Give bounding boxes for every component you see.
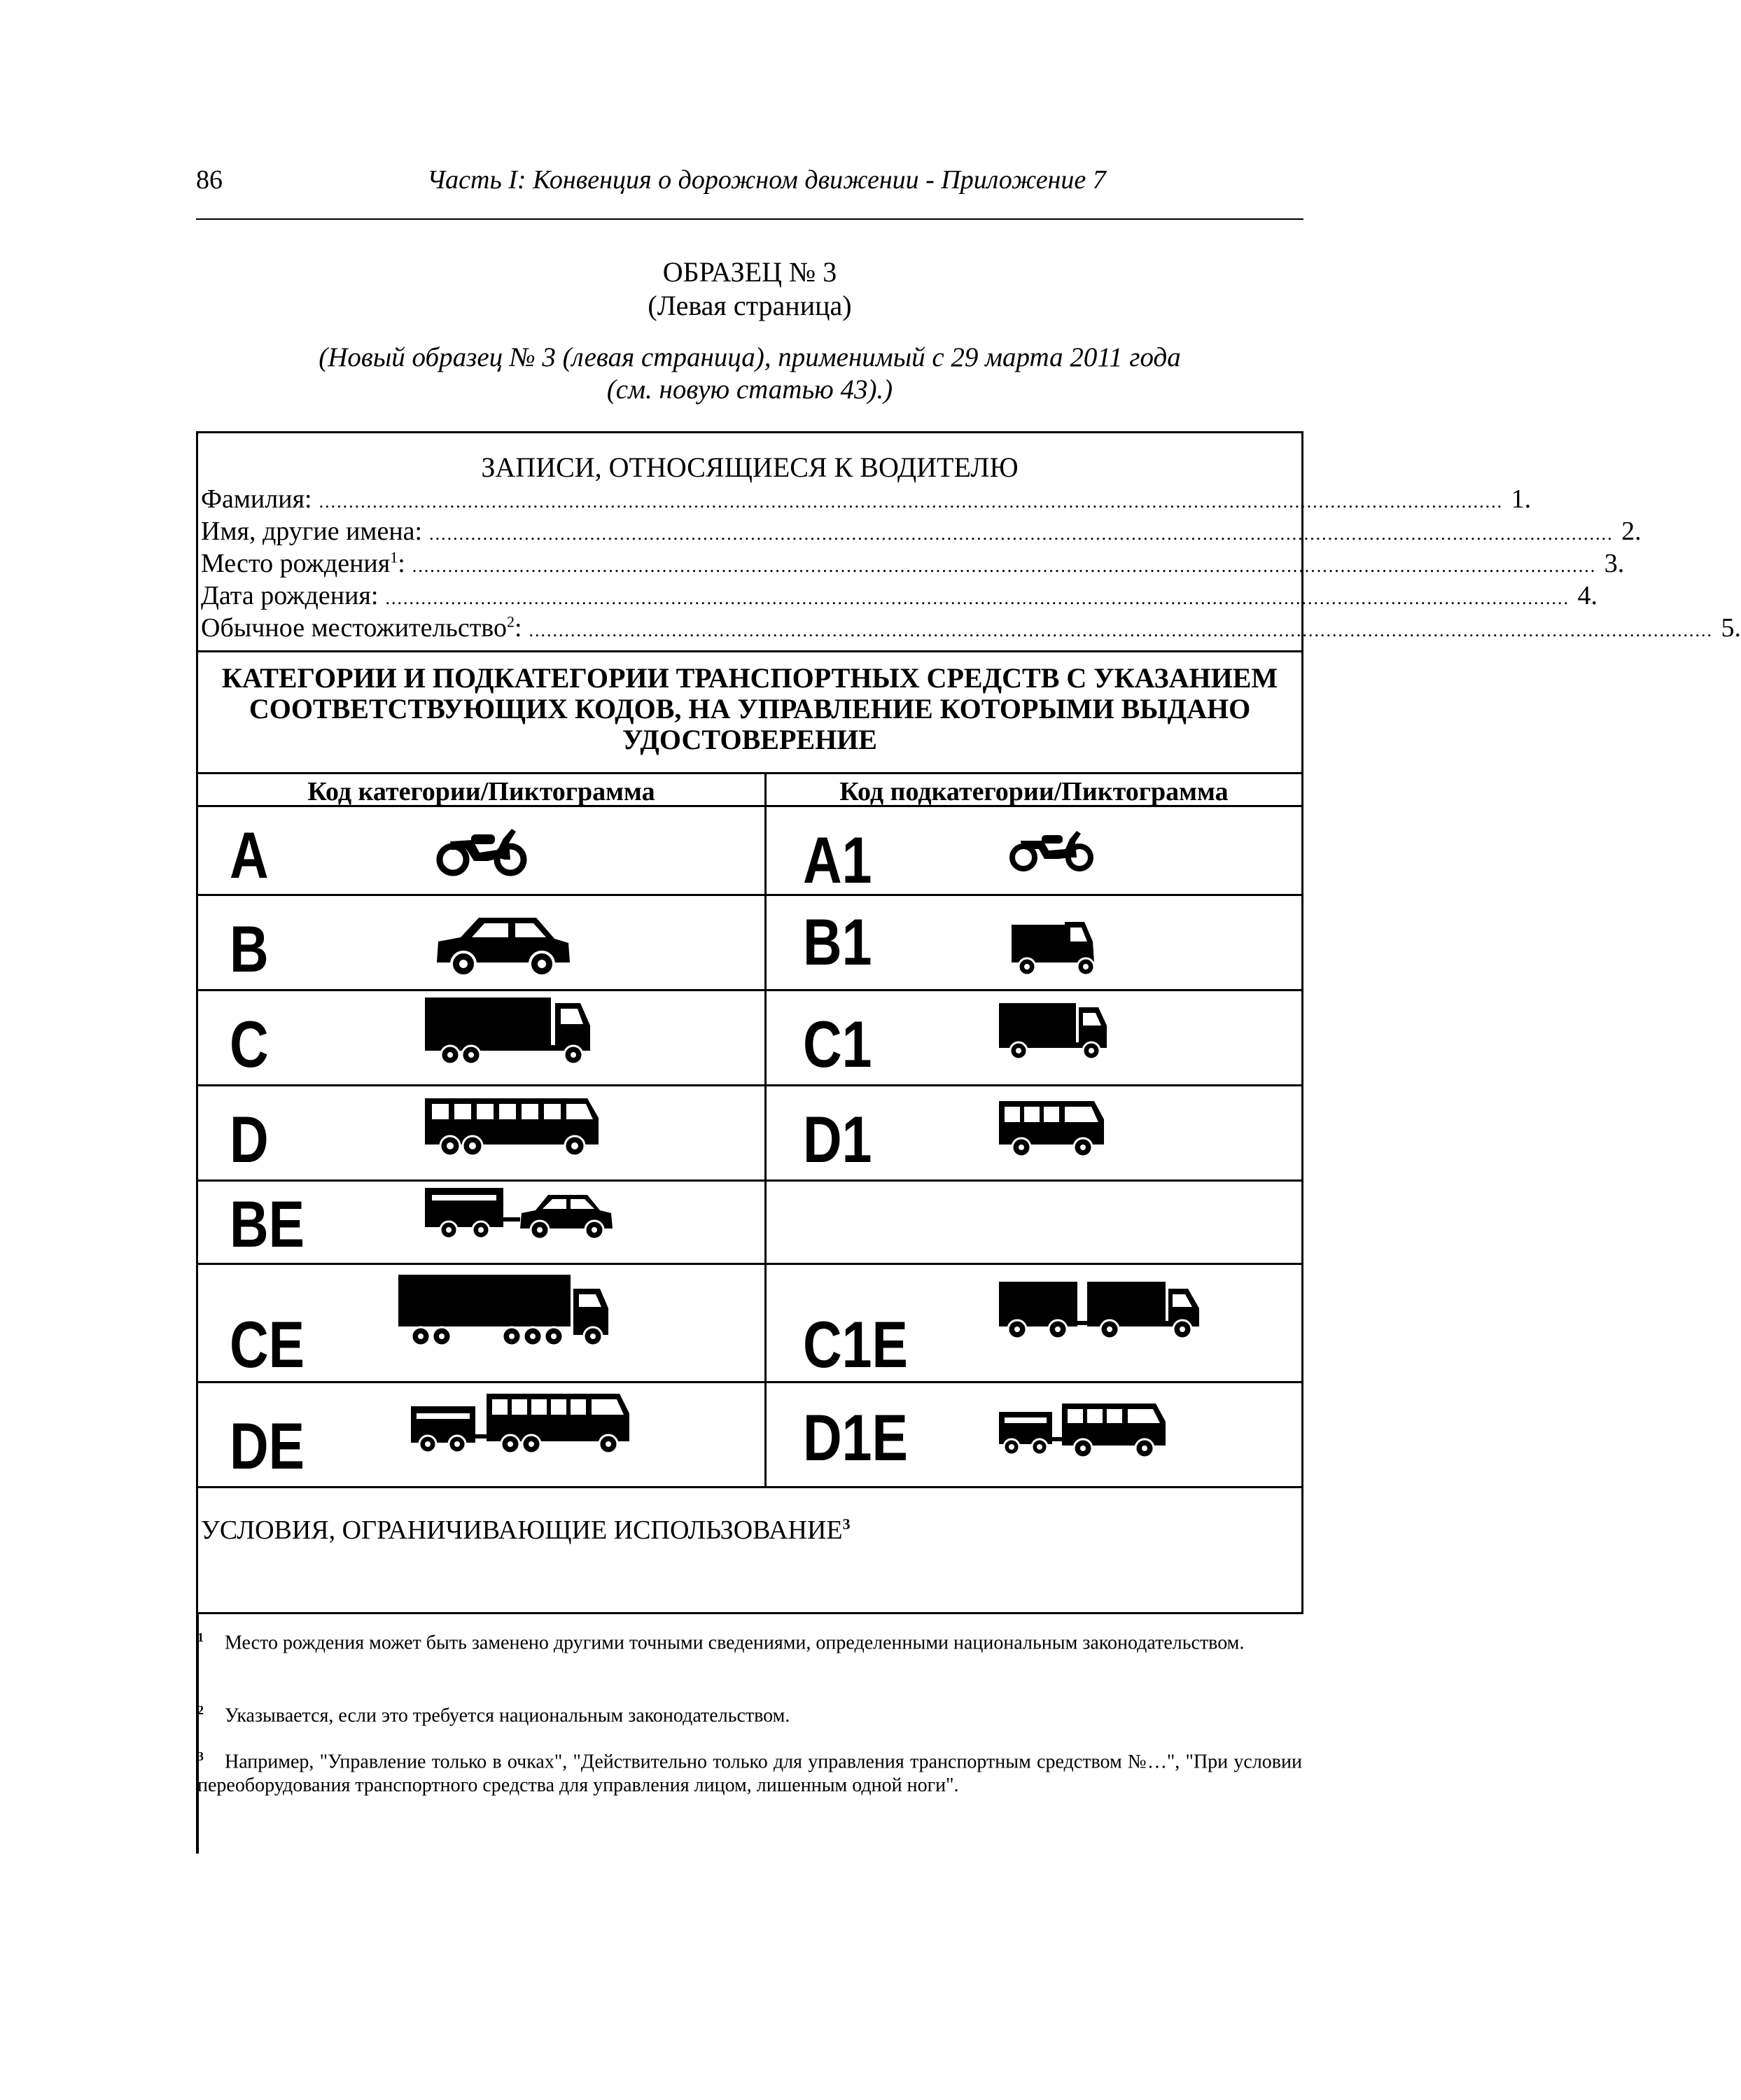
dot-leader: ....................................................................................................................................................................................................... — [429, 524, 1614, 544]
motorcycle-icon — [436, 822, 527, 878]
table-header-top-rule — [198, 772, 1301, 774]
footnote-ref: 2 — [506, 612, 515, 631]
footnote-mark: 1 — [197, 1630, 204, 1644]
bus-icon — [422, 1090, 604, 1160]
driver-row-label: Имя, другие имена: — [201, 517, 423, 546]
category-code: A — [230, 818, 269, 892]
sample-note — [196, 342, 1303, 406]
driver-row-number: 2. — [1621, 517, 1642, 546]
subcategory-code: B1 — [803, 905, 872, 979]
sample-title-line2: (Левая страница) — [648, 290, 852, 321]
driver-row-label: Фамилия: — [201, 484, 312, 514]
category-code: C — [230, 1007, 269, 1081]
footnote-mark: 2 — [197, 1703, 204, 1717]
section-divider — [198, 650, 1301, 652]
column-header-subcategory: Код подкатегории/Пиктограмма — [839, 777, 1229, 806]
license-form — [196, 431, 1741, 1614]
footnote-text: Указывается, если это требуется национальным законодательством. — [225, 1704, 790, 1727]
minibus-icon — [996, 1096, 1108, 1158]
footnote-text: Место рождения может быть заменено другими точными сведениями, определенными национальным законодательством. — [225, 1632, 1245, 1654]
categories-heading: КАТЕГОРИИ И ПОДКАТЕГОРИИ ТРАНСПОРТНЫХ СРЕДСТВ С УКАЗАНИЕМ СООТВЕТСТВУЮЩИХ КОДОВ, НА УПРАВЛЕНИЕ КОТОРЫМИ ВЫДАНО УДОСТОВЕРЕНИЕ — [221, 662, 1278, 755]
driver-row-residence — [201, 612, 1741, 645]
running-head — [196, 158, 1302, 206]
trailer-and-minibus-icon — [996, 1399, 1171, 1462]
small-truck-icon — [996, 999, 1112, 1062]
articulated-truck-icon — [396, 1272, 620, 1349]
footnote-2 — [197, 1698, 1302, 1728]
trailer-and-car-icon — [422, 1182, 615, 1245]
footnote-mark: 3 — [197, 1749, 204, 1763]
footnote-text: Например, "Управление только в очках", "Действительно только для управления транспортным средством №…", "При условии переоборудования транспортного средства для управления лицом, лишенным одной ноги". — [197, 1751, 1302, 1797]
subcategory-code: C1E — [803, 1308, 908, 1381]
footnote-3 — [197, 1744, 1302, 1798]
dot-leader: ....................................................................................................................................................................................................... — [319, 491, 1504, 512]
dot-leader: ....................................................................................................................................................................................................... — [385, 588, 1569, 608]
header-rule — [196, 218, 1303, 220]
table-row-rule — [198, 894, 1301, 896]
driver-row-label: Обычное местожительство$^2$: — [201, 612, 522, 643]
table-row-rule — [198, 989, 1301, 991]
subcategory-code: A1 — [803, 823, 872, 897]
conditions-title: УСЛОВИЯ, ОГРАНИЧИВАЮЩИЕ ИСПОЛЬЗОВАНИЕ$^3$ — [201, 1515, 851, 1545]
footnote-ref: 3 — [842, 1515, 851, 1533]
sample-title-line1: ОБРАЗЕЦ № 3 — [662, 256, 837, 288]
category-code: B — [230, 912, 269, 986]
driver-section-heading: ЗАПИСИ, ОТНОСЯЩИЕСЯ К ВОДИТЕЛЮ — [481, 451, 1019, 483]
running-title: Часть I: Конвенция о дорожном движении - Приложение 7 — [427, 165, 1106, 195]
driver-row-number: 4. — [1577, 581, 1597, 610]
subcategory-code: D1 — [803, 1102, 872, 1176]
driver-row-label: Дата рождения: — [201, 581, 379, 610]
driver-row-surname — [201, 484, 1532, 516]
trailer-and-small-truck-icon — [996, 1275, 1206, 1352]
category-code: CE — [230, 1308, 305, 1381]
category-code: BE — [230, 1187, 305, 1261]
sample-title — [196, 255, 1303, 323]
sample-note-line2: (см. новую статью 43).) — [606, 374, 893, 405]
dot-leader: ....................................................................................................................................................................................................... — [529, 620, 1714, 640]
table-row-rule — [198, 805, 1301, 807]
driver-row-number: 5. — [1721, 613, 1741, 643]
subcategory-code: D1E — [803, 1401, 908, 1474]
table-row-rule — [198, 1180, 1301, 1182]
sample-note-line1: (Новый образец № 3 (левая страница), применимый с 29 марта 2011 года — [319, 342, 1181, 372]
footnote-1 — [197, 1625, 1302, 1655]
table-row-rule — [198, 1263, 1301, 1265]
subcategory-code: C1 — [803, 1007, 872, 1081]
light-motorcycle-icon — [1008, 825, 1095, 873]
dot-leader: ....................................................................................................................................................................................................... — [412, 556, 1597, 576]
tricycle-icon — [1009, 918, 1100, 981]
category-code: D — [230, 1102, 269, 1176]
table-row-rule — [198, 1084, 1301, 1086]
car-icon — [433, 909, 573, 979]
truck-icon — [422, 993, 594, 1067]
page-number: 86 — [196, 165, 223, 195]
footnote-ref: 1 — [390, 548, 398, 566]
driver-row-label: Место рождения$^1$: — [201, 548, 405, 578]
trailer-and-bus-icon — [408, 1385, 632, 1462]
driver-row-number: 3. — [1604, 549, 1625, 578]
table-bottom-rule — [198, 1486, 1301, 1488]
table-row-rule — [198, 1381, 1301, 1383]
driver-row-birthdate — [201, 580, 1597, 612]
driver-row-given-names — [201, 516, 1642, 548]
driver-row-birthplace — [201, 548, 1625, 580]
category-code: DE — [230, 1409, 305, 1483]
driver-row-number: 1. — [1511, 484, 1532, 514]
table-column-divider — [764, 772, 767, 1486]
column-header-category: Код категории/Пиктограмма — [307, 777, 655, 806]
